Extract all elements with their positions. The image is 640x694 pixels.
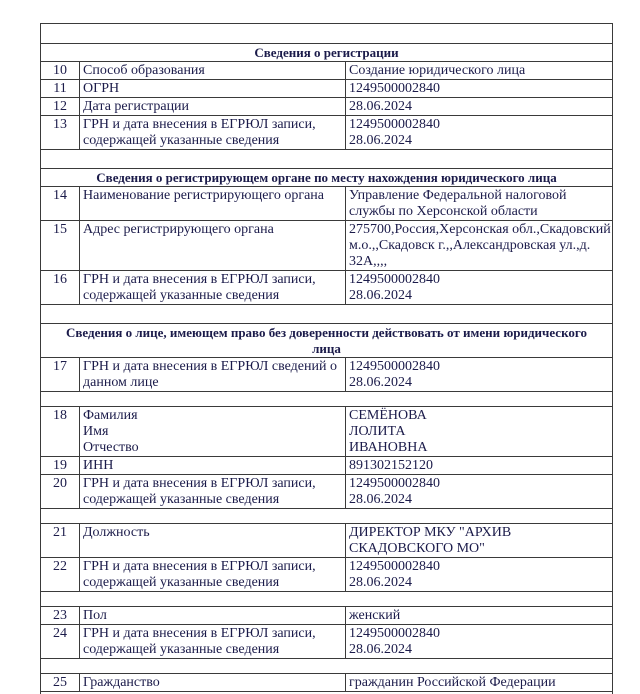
row-number-cell: 15 bbox=[41, 221, 80, 270]
table-row-23 bbox=[41, 607, 612, 625]
spacer-row bbox=[41, 659, 612, 674]
table-row-10 bbox=[41, 62, 612, 80]
row-label-cell: Дата регистрации bbox=[80, 98, 346, 115]
row-number-cell: 11 bbox=[41, 80, 80, 97]
table-row-16 bbox=[41, 271, 612, 305]
row-label-cell: ГРН и дата внесения в ЕГРЮЛ записи, содержащей указанные сведения bbox=[80, 116, 346, 149]
row-label-cell: Фамилия Имя Отчество bbox=[80, 407, 346, 456]
row-label-cell: ИНН bbox=[80, 457, 346, 474]
row-label-cell: Способ образования bbox=[80, 62, 346, 79]
row-label-cell: ГРН и дата внесения в ЕГРЮЛ записи, содержащей указанные сведения bbox=[80, 475, 346, 508]
spacer-row bbox=[41, 305, 612, 324]
table-row-22 bbox=[41, 558, 612, 592]
row-value-cell: Создание юридического лица bbox=[349, 63, 526, 78]
row-value-cell: 1249500002840 28.06.2024 bbox=[349, 626, 440, 657]
table-row-12 bbox=[41, 98, 612, 116]
row-number-cell: 18 bbox=[41, 407, 80, 456]
table-row-25 bbox=[41, 674, 612, 692]
table-row-17 bbox=[41, 358, 612, 392]
row-number-cell: 10 bbox=[41, 62, 80, 79]
spacer-row bbox=[41, 392, 612, 407]
table-row-13 bbox=[41, 116, 612, 150]
section-header-registration: Сведения о регистрации bbox=[41, 44, 612, 62]
row-value-cell: 1249500002840 bbox=[349, 81, 440, 96]
spacer-row bbox=[41, 509, 612, 524]
row-value-cell: Управление Федеральной налоговой службы по Херсонской области bbox=[349, 188, 567, 219]
section-header-registering-authority: Сведения о регистрирующем органе по месту нахождения юридического лица bbox=[41, 169, 612, 187]
section-header-authorized-person: Сведения о лице, имеющем право без доверенности действовать от имени юридического лица bbox=[41, 324, 612, 358]
row-label-cell: Гражданство bbox=[80, 674, 346, 691]
row-number-cell: 16 bbox=[41, 271, 80, 304]
spacer-row bbox=[41, 150, 612, 169]
row-label-cell: ГРН и дата внесения в ЕГРЮЛ сведений о данном лице bbox=[80, 358, 346, 391]
row-value-cell: 891302152120 bbox=[349, 458, 433, 473]
table-row-21 bbox=[41, 524, 612, 558]
row-label-cell: ГРН и дата внесения в ЕГРЮЛ записи, содержащей указанные сведения bbox=[80, 625, 346, 658]
row-number-cell: 19 bbox=[41, 457, 80, 474]
spacer-row bbox=[41, 24, 612, 44]
table-row-11 bbox=[41, 80, 612, 98]
table-row-24 bbox=[41, 625, 612, 659]
row-value-cell: 1249500002840 28.06.2024 bbox=[349, 559, 440, 590]
row-value-cell: 1249500002840 28.06.2024 bbox=[349, 359, 440, 390]
row-value-cell: 1249500002840 28.06.2024 bbox=[349, 117, 440, 148]
row-value-cell: СЕМЁНОВА ЛОЛИТА ИВАНОВНА bbox=[349, 408, 428, 455]
row-number-cell: 20 bbox=[41, 475, 80, 508]
row-label-cell: ОГРН bbox=[80, 80, 346, 97]
row-label-cell: Адрес регистрирующего органа bbox=[80, 221, 346, 270]
row-number-cell: 17 bbox=[41, 358, 80, 391]
row-label-cell: Пол bbox=[80, 607, 346, 624]
table-row-15 bbox=[41, 221, 612, 271]
row-number-cell: 21 bbox=[41, 524, 80, 557]
row-number-cell: 12 bbox=[41, 98, 80, 115]
egrul-table bbox=[40, 23, 613, 694]
row-label-cell: Должность bbox=[80, 524, 346, 557]
row-number-cell: 13 bbox=[41, 116, 80, 149]
row-value-cell: гражданин Российской Федерации bbox=[349, 675, 556, 690]
row-number-cell: 24 bbox=[41, 625, 80, 658]
row-value-cell: 28.06.2024 bbox=[349, 99, 412, 114]
spacer-row bbox=[41, 592, 612, 607]
row-number-cell: 14 bbox=[41, 187, 80, 220]
row-value-cell: 1249500002840 28.06.2024 bbox=[349, 272, 440, 303]
row-number-cell: 22 bbox=[41, 558, 80, 591]
table-row-14 bbox=[41, 187, 612, 221]
row-number-cell: 23 bbox=[41, 607, 80, 624]
table-row-18 bbox=[41, 407, 612, 457]
row-value-cell: 1249500002840 28.06.2024 bbox=[349, 476, 440, 507]
row-value-cell: ДИРЕКТОР МКУ "АРХИВ СКАДОВСКОГО МО" bbox=[349, 525, 512, 556]
row-label-cell: ГРН и дата внесения в ЕГРЮЛ записи, содержащей указанные сведения bbox=[80, 558, 346, 591]
row-label-cell: Наименование регистрирующего органа bbox=[80, 187, 346, 220]
row-value-cell: 275700,Россия,Херсонская обл.,Скадовский м.о.,,Скадовск г.,,Александровская ул.,д. 32А,,,, bbox=[349, 222, 611, 269]
row-value-cell: женский bbox=[349, 608, 401, 623]
table-row-19 bbox=[41, 457, 612, 475]
row-label-cell: ГРН и дата внесения в ЕГРЮЛ записи, содержащей указанные сведения bbox=[80, 271, 346, 304]
row-number-cell: 25 bbox=[41, 674, 80, 691]
table-row-20 bbox=[41, 475, 612, 509]
